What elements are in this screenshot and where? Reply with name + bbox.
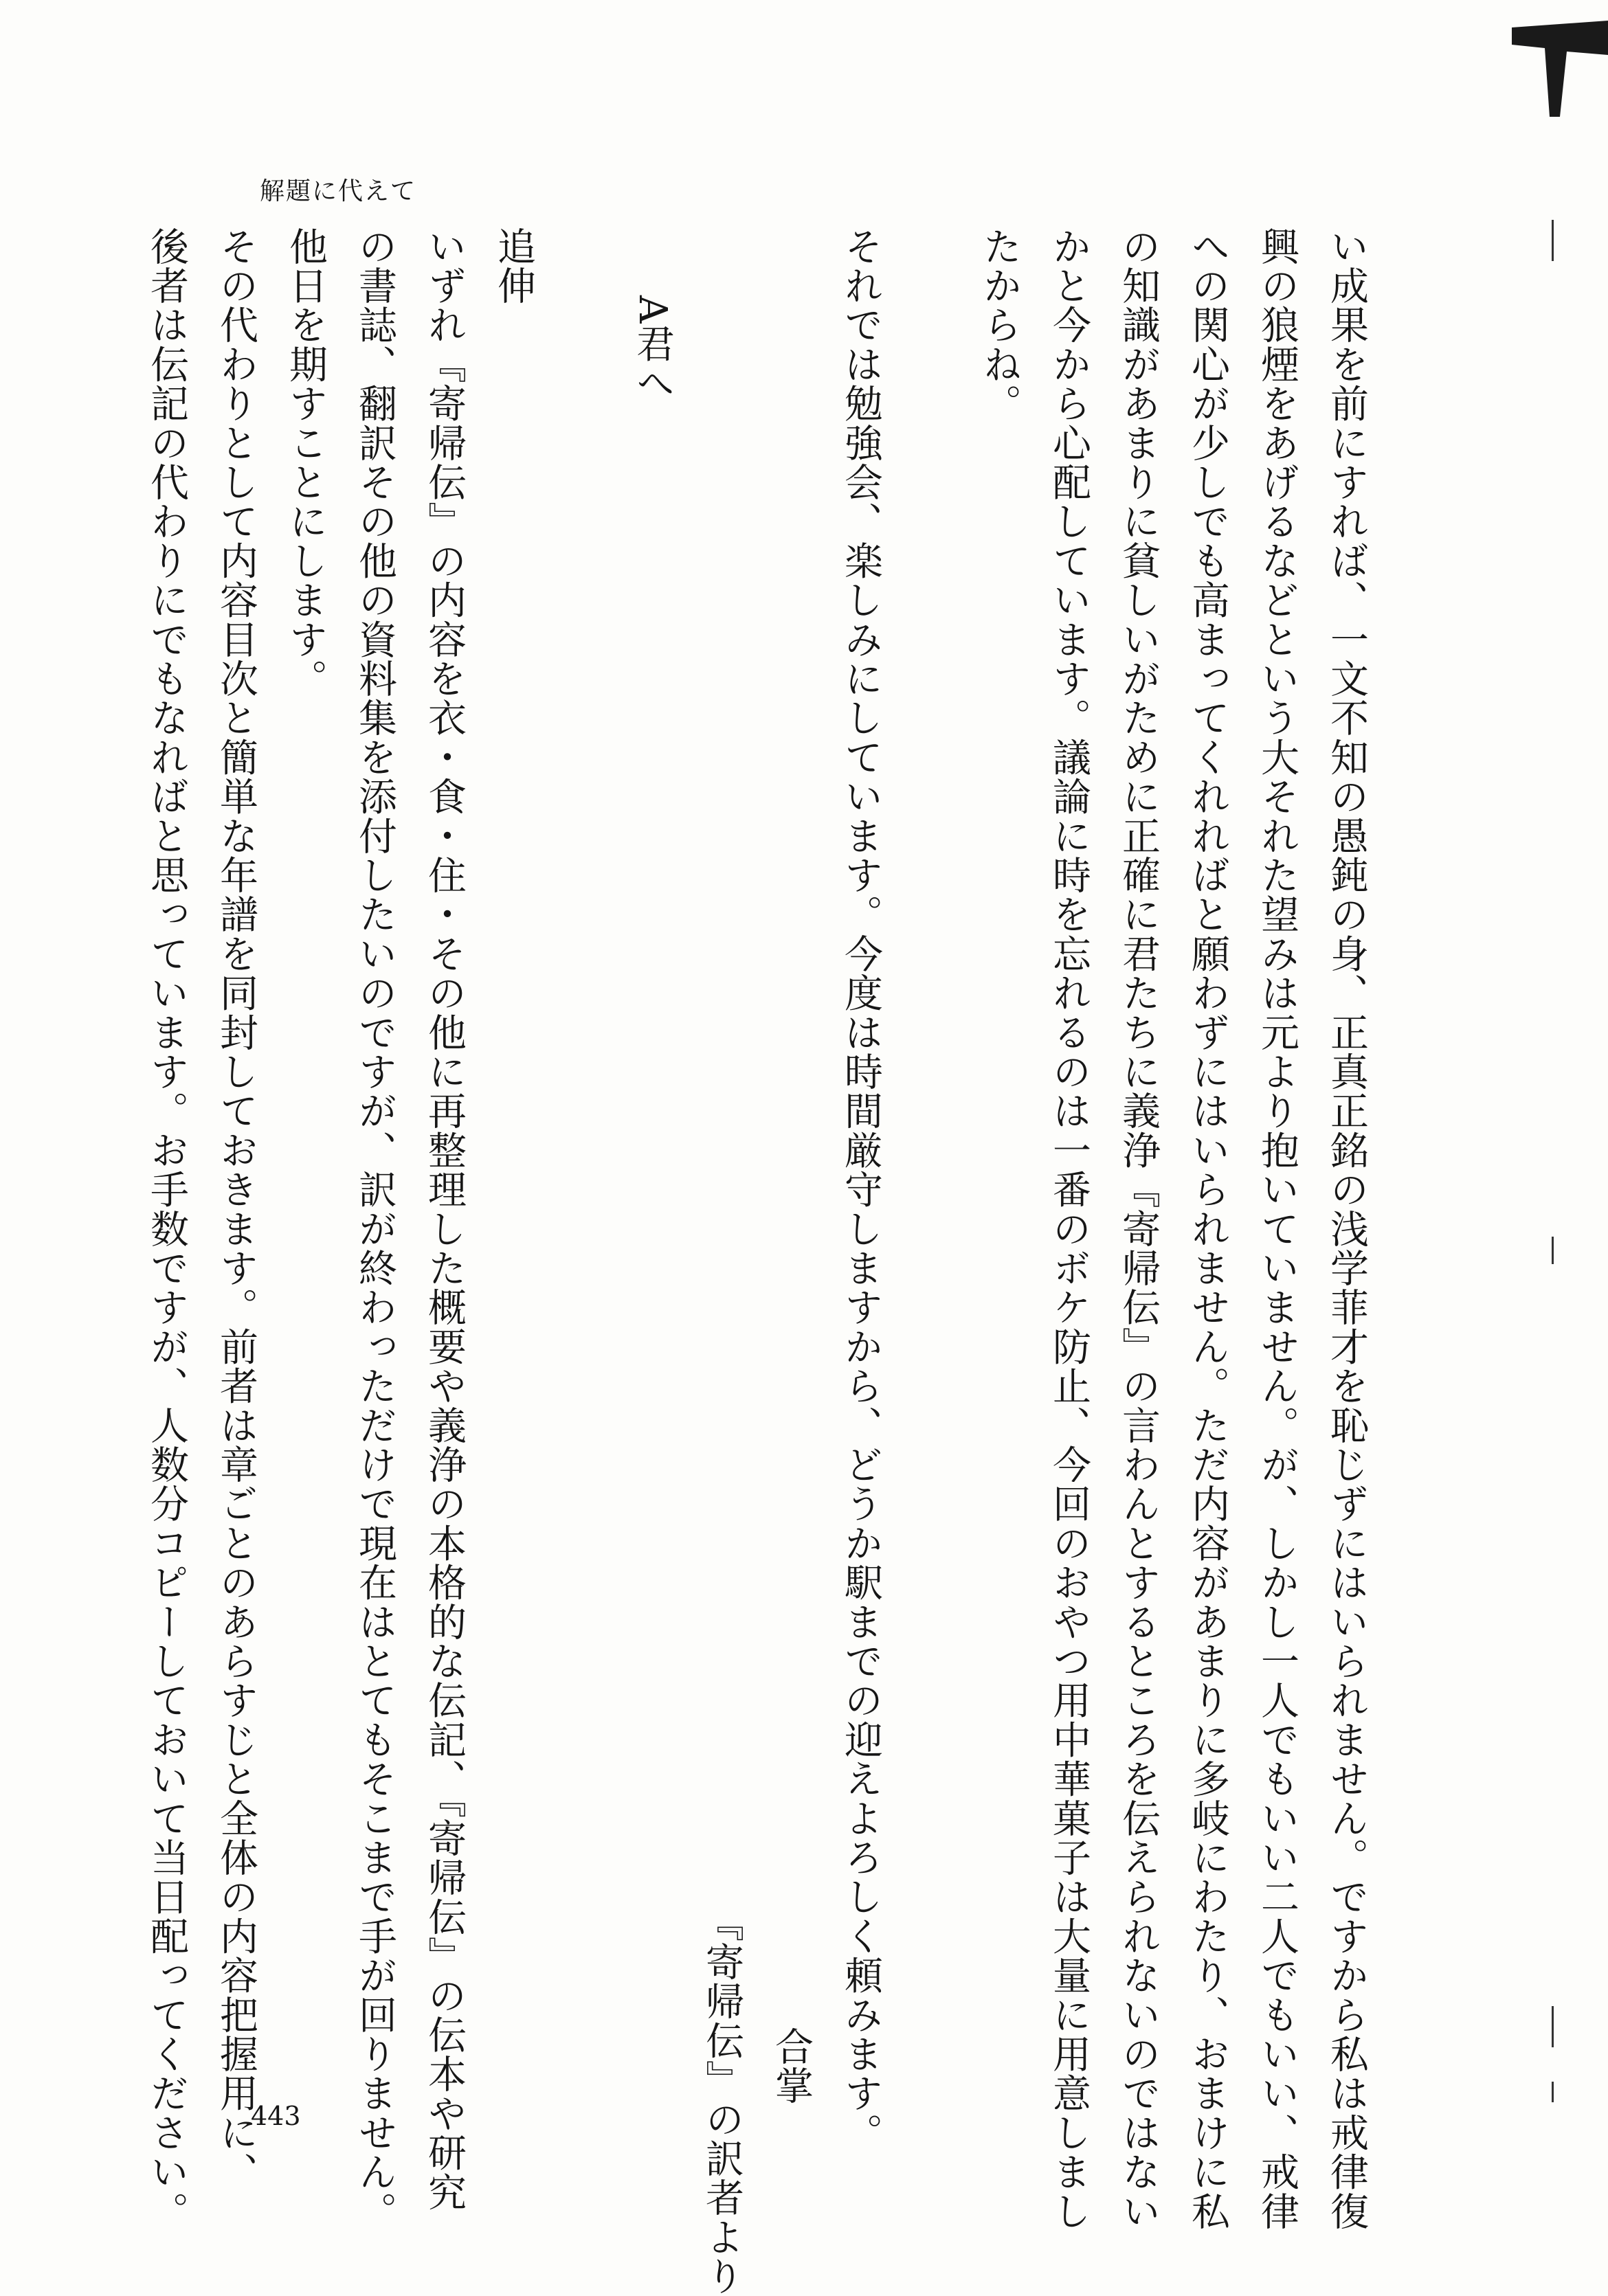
text-column: 後者は伝記の代わりにでもなればと思っています。お手数ですが、人数分コピーしておいて当日配ってください。 [144, 227, 189, 2231]
text-column: その代わりとして内容目次と簡単な年譜を同封しておきます。前者は章ごとのあらすじと全体の内容把握用に、 [214, 227, 258, 2192]
text-column: 他日を期すことにします。 [283, 227, 328, 699]
addressee: A君へ [630, 295, 675, 403]
text-column: の書誌、翻訳その他の資料集を添付したいのですが、訳が終わっただけで現在はとてもそこまで手が回りません。 [353, 227, 397, 2231]
text-column: の知識があまりに貧しいがために正確に君たちに義浄『寄帰伝』の言わんとするところを伝えられないのではない [1116, 227, 1161, 2231]
blank-column [895, 227, 965, 2068]
running-header: 解題に代えて [260, 177, 417, 205]
text-column: への関心が少しでも高まってくれればと願わずにはいられません。ただ内容があまりに多岐にわたり、おまけに私 [1185, 227, 1230, 2231]
text-column: それでは勉強会、楽しみにしています。今度は時間厳守しますから、どうか駅までの迎えよろしく頼みます。 [838, 227, 883, 2152]
text-column: かと今から心配しています。議論に時を忘れるのは一番のボケ防止、今回のおやつ用中華菓子は大量に用意しまし [1047, 227, 1091, 2231]
page-number: 443 [251, 2101, 301, 2131]
text-column: たからね。 [977, 227, 1022, 423]
text-column: 興の狼煙をあげるなどという大それた望みは元より抱いていません。が、しかし一人でもいい二人でもいい、戒律 [1255, 227, 1299, 2231]
postscript-heading: 追伸 [491, 227, 536, 306]
blank-column [548, 227, 618, 2068]
text-column: いずれ『寄帰伝』の内容を衣・食・住・その他に再整理した概要や義浄の本格的な伝記、『寄帰伝』の伝本や研究 [422, 227, 467, 2212]
signature-from: 『寄帰伝』の訳者より [700, 1903, 744, 2296]
scan-edge-marks [1552, 206, 1556, 2130]
signature-closing: 合掌 [769, 2027, 814, 2106]
scan-corner-mark [1512, 14, 1608, 117]
text-column: い成果を前にすれば、一文不知の愚鈍の身、正真正銘の浅学菲才を恥じずにはいられません。ですから私は戒律復 [1324, 227, 1369, 2231]
